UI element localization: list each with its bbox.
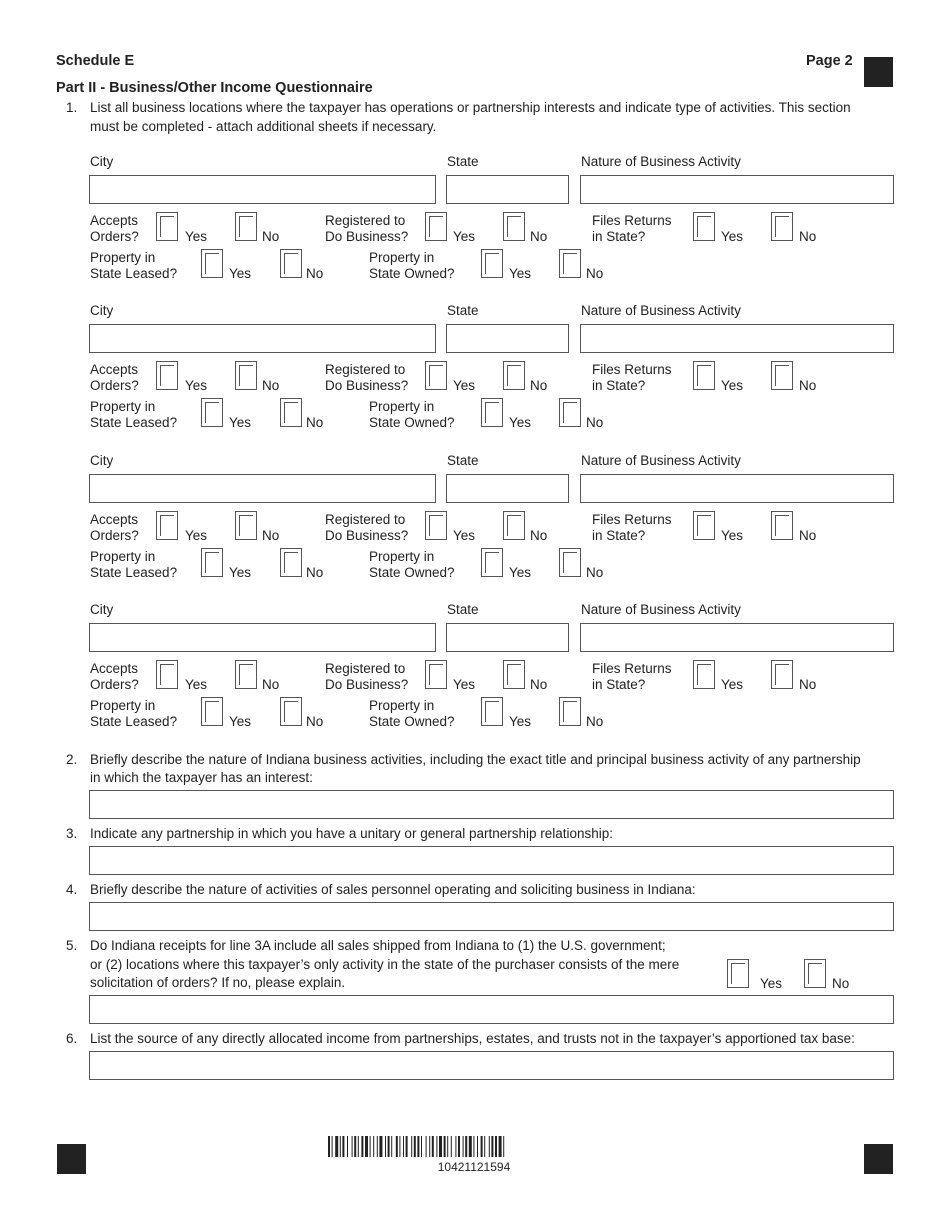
location-4-owned-yes-label: Yes: [509, 714, 532, 729]
location-4-files-yes-label: Yes: [721, 677, 744, 692]
location-2-owned-no-checkbox[interactable]: [559, 398, 581, 427]
location-3-registered-no-checkbox[interactable]: [503, 511, 525, 540]
location-4-leased-no-checkbox[interactable]: [280, 697, 302, 726]
location-2-nature-label: Nature of Business Activity: [581, 303, 741, 318]
location-1-registered-no-label: No: [530, 229, 548, 244]
page-number: Page 2: [806, 53, 853, 69]
location-4-files-no-label: No: [799, 677, 817, 692]
location-1-files-no-checkbox[interactable]: [771, 212, 793, 241]
location-2-state-label: State: [447, 303, 479, 318]
location-3-leased-no-checkbox[interactable]: [280, 548, 302, 577]
location-1-owned-label-1: Property in: [369, 250, 435, 265]
location-3-owned-yes-checkbox[interactable]: [481, 548, 503, 577]
location-4-accepts-label-2: Orders?: [90, 677, 139, 692]
location-2-files-label-2: in State?: [592, 378, 646, 393]
location-2-accepts-label-1: Accepts: [90, 362, 139, 377]
location-1-state-label: State: [447, 154, 479, 169]
location-1-registered-no-checkbox[interactable]: [503, 212, 525, 241]
location-2-files-label-1: Files Returns: [592, 362, 672, 377]
location-4-city-label: City: [90, 602, 114, 617]
location-2-registered-no-checkbox[interactable]: [503, 361, 525, 390]
location-4-files-no-checkbox[interactable]: [771, 660, 793, 689]
location-3-owned-label-2: State Owned?: [369, 565, 455, 580]
location-1-files-yes-checkbox[interactable]: [693, 212, 715, 241]
location-3-accepts-label-1: Accepts: [90, 512, 139, 527]
location-2-accepts-no-checkbox[interactable]: [235, 361, 257, 390]
q1-text-line2: must be completed - attach additional sheets if necessary.: [90, 119, 437, 134]
location-2-owned-yes-label: Yes: [509, 415, 532, 430]
location-1-files-label-2: in State?: [592, 229, 646, 244]
schedule-title: Schedule E: [56, 53, 135, 69]
location-2-city-field[interactable]: [89, 324, 436, 353]
location-1-nature-field[interactable]: [580, 175, 894, 204]
q1-number: 1.: [66, 100, 78, 115]
location-4-leased-yes-checkbox[interactable]: [201, 697, 223, 726]
location-1-leased-no-label: No: [306, 266, 324, 281]
location-1-leased-label-1: Property in: [90, 250, 156, 265]
q6-text: List the source of any directly allocated income from partnerships, estates, and trusts not in the taxpayer’s apportioned tax base:: [90, 1031, 855, 1046]
location-3-registered-yes-label: Yes: [453, 528, 476, 543]
q5-yes-label: Yes: [760, 976, 783, 991]
location-3-registered-label-1: Registered to: [325, 512, 406, 527]
q4-text: Briefly describe the nature of activities of sales personnel operating and soliciting business in Indiana:: [90, 882, 696, 897]
q5-text-line2: or (2) locations where this taxpayer’s only activity in the state of the purchaser consists of the mere: [90, 957, 680, 972]
location-3-files-yes-checkbox[interactable]: [693, 511, 715, 540]
location-2-leased-label-2: State Leased?: [90, 415, 178, 430]
location-3-owned-no-checkbox[interactable]: [559, 548, 581, 577]
location-4-owned-label-1: Property in: [369, 698, 435, 713]
location-2-owned-no-label: No: [586, 415, 604, 430]
location-4-registered-label-2: Do Business?: [325, 677, 409, 692]
location-2-registered-no-label: No: [530, 378, 548, 393]
registration-mark-top-right: [864, 57, 893, 87]
location-4-registered-label-1: Registered to: [325, 661, 406, 676]
location-2-owned-yes-checkbox[interactable]: [481, 398, 503, 427]
q3-text: Indicate any partnership in which you have a unitary or general partnership relationship:: [90, 826, 614, 841]
location-3-owned-label-1: Property in: [369, 549, 435, 564]
q2-text-line2: in which the taxpayer has an interest:: [90, 770, 313, 785]
location-3-leased-no-label: No: [306, 565, 324, 580]
location-4-owned-yes-checkbox[interactable]: [481, 697, 503, 726]
location-1-owned-no-label: No: [586, 266, 604, 281]
location-4-registered-no-label: No: [530, 677, 548, 692]
location-1-nature-label: Nature of Business Activity: [581, 154, 741, 169]
location-1-accepts-yes-checkbox[interactable]: [156, 212, 178, 241]
location-1-accepts-label-1: Accepts: [90, 213, 139, 228]
location-4-city-field[interactable]: [89, 623, 436, 652]
location-4-owned-no-checkbox[interactable]: [559, 697, 581, 726]
registration-mark-bottom-right: [864, 1144, 893, 1174]
location-4-leased-label-1: Property in: [90, 698, 156, 713]
location-2-leased-yes-checkbox[interactable]: [201, 398, 223, 427]
location-1-accepts-label-2: Orders?: [90, 229, 139, 244]
location-1-owned-label-2: State Owned?: [369, 266, 455, 281]
location-2-registered-label-1: Registered to: [325, 362, 406, 377]
location-4-registered-no-checkbox[interactable]: [503, 660, 525, 689]
location-3-leased-yes-label: Yes: [229, 565, 252, 580]
location-1-files-yes-label: Yes: [721, 229, 744, 244]
location-2-city-label: City: [90, 303, 114, 318]
location-4-accepts-no-checkbox[interactable]: [235, 660, 257, 689]
location-1-owned-no-checkbox[interactable]: [559, 249, 581, 278]
location-4-accepts-label-1: Accepts: [90, 661, 139, 676]
location-1-registered-yes-checkbox[interactable]: [425, 212, 447, 241]
location-1-leased-yes-label: Yes: [229, 266, 252, 281]
location-3-files-yes-label: Yes: [721, 528, 744, 543]
location-1-accepts-no-checkbox[interactable]: [235, 212, 257, 241]
location-1-registered-label-2: Do Business?: [325, 229, 409, 244]
q4-number: 4.: [66, 882, 78, 897]
location-2-registered-yes-checkbox[interactable]: [425, 361, 447, 390]
location-4-registered-yes-label: Yes: [453, 677, 476, 692]
q5-number: 5.: [66, 938, 78, 953]
location-2-accepts-yes-label: Yes: [185, 378, 208, 393]
location-3-state-field[interactable]: [446, 474, 569, 503]
q3-number: 3.: [66, 826, 78, 841]
location-4-files-label-1: Files Returns: [592, 661, 672, 676]
location-3-accepts-label-2: Orders?: [90, 528, 139, 543]
location-2-registered-yes-label: Yes: [453, 378, 476, 393]
location-4-files-label-2: in State?: [592, 677, 646, 692]
location-3-owned-no-label: No: [586, 565, 604, 580]
location-4-state-label: State: [447, 602, 479, 617]
location-2-leased-label-1: Property in: [90, 399, 156, 414]
location-4-leased-yes-label: Yes: [229, 714, 252, 729]
location-2-files-no-label: No: [799, 378, 817, 393]
q5-explain-field[interactable]: [89, 995, 894, 1024]
q1-text-line1: List all business locations where the taxpayer has operations or partnership interests and indicate type of activities. This section: [90, 100, 851, 115]
location-1-owned-yes-checkbox[interactable]: [481, 249, 503, 278]
location-1-files-label-1: Files Returns: [592, 213, 672, 228]
q6-answer-field[interactable]: [89, 1051, 894, 1080]
q2-text-line1: Briefly describe the nature of Indiana business activities, including the exact title and principal business activity of any partnership: [90, 752, 861, 767]
location-3-registered-no-label: No: [530, 528, 548, 543]
q5-yes-checkbox[interactable]: [727, 959, 749, 988]
part-title: Part II - Business/Other Income Questionnaire: [56, 80, 373, 96]
location-2-registered-label-2: Do Business?: [325, 378, 409, 393]
q2-answer-field[interactable]: [89, 790, 894, 819]
location-3-leased-yes-checkbox[interactable]: [201, 548, 223, 577]
location-1-accepts-no-label: No: [262, 229, 280, 244]
location-2-accepts-yes-checkbox[interactable]: [156, 361, 178, 390]
location-2-files-no-checkbox[interactable]: [771, 361, 793, 390]
q5-no-label: No: [832, 976, 850, 991]
location-3-registered-yes-checkbox[interactable]: [425, 511, 447, 540]
q4-answer-field[interactable]: [89, 902, 894, 931]
location-3-leased-label-1: Property in: [90, 549, 156, 564]
location-2-leased-no-label: No: [306, 415, 324, 430]
location-3-files-label-1: Files Returns: [592, 512, 672, 527]
q3-answer-field[interactable]: [89, 846, 894, 875]
location-1-registered-yes-label: Yes: [453, 229, 476, 244]
barcode-number: 10421121594: [437, 1160, 511, 1174]
location-2-owned-label-1: Property in: [369, 399, 435, 414]
location-1-owned-yes-label: Yes: [509, 266, 532, 281]
location-3-nature-field[interactable]: [580, 474, 894, 503]
location-3-city-label: City: [90, 453, 114, 468]
q5-text-line3: solicitation of orders? If no, please explain.: [90, 975, 346, 990]
location-4-nature-field[interactable]: [580, 623, 894, 652]
location-4-nature-label: Nature of Business Activity: [581, 602, 741, 617]
registration-mark-bottom-left: [57, 1144, 86, 1174]
q5-text-line1: Do Indiana receipts for line 3A include all sales shipped from Indiana to (1) the U.S. government;: [90, 938, 666, 953]
location-4-registered-yes-checkbox[interactable]: [425, 660, 447, 689]
location-4-files-yes-checkbox[interactable]: [693, 660, 715, 689]
location-4-leased-no-label: No: [306, 714, 324, 729]
location-3-registered-label-2: Do Business?: [325, 528, 409, 543]
location-4-owned-label-2: State Owned?: [369, 714, 455, 729]
location-3-nature-label: Nature of Business Activity: [581, 453, 741, 468]
location-4-accepts-yes-label: Yes: [185, 677, 208, 692]
location-2-state-field[interactable]: [446, 324, 569, 353]
location-3-accepts-yes-label: Yes: [185, 528, 208, 543]
q2-number: 2.: [66, 752, 78, 767]
location-1-city-label: City: [90, 154, 114, 169]
location-3-state-label: State: [447, 453, 479, 468]
location-3-accepts-no-checkbox[interactable]: [235, 511, 257, 540]
location-1-state-field[interactable]: [446, 175, 569, 204]
q5-no-checkbox[interactable]: [804, 959, 826, 988]
location-3-leased-label-2: State Leased?: [90, 565, 178, 580]
location-1-leased-no-checkbox[interactable]: [280, 249, 302, 278]
location-3-owned-yes-label: Yes: [509, 565, 532, 580]
location-1-leased-label-2: State Leased?: [90, 266, 178, 281]
location-1-accepts-yes-label: Yes: [185, 229, 208, 244]
location-4-accepts-no-label: No: [262, 677, 280, 692]
location-2-files-yes-checkbox[interactable]: [693, 361, 715, 390]
location-4-state-field[interactable]: [446, 623, 569, 652]
location-3-city-field[interactable]: [89, 474, 436, 503]
location-2-leased-yes-label: Yes: [229, 415, 252, 430]
location-3-accepts-no-label: No: [262, 528, 280, 543]
location-1-files-no-label: No: [799, 229, 817, 244]
location-1-registered-label-1: Registered to: [325, 213, 406, 228]
location-3-files-no-checkbox[interactable]: [771, 511, 793, 540]
location-2-owned-label-2: State Owned?: [369, 415, 455, 430]
location-4-leased-label-2: State Leased?: [90, 714, 178, 729]
location-2-leased-no-checkbox[interactable]: [280, 398, 302, 427]
barcode-icon: [328, 1136, 620, 1157]
q6-number: 6.: [66, 1031, 78, 1046]
location-4-accepts-yes-checkbox[interactable]: [156, 660, 178, 689]
location-2-nature-field[interactable]: [580, 324, 894, 353]
location-2-files-yes-label: Yes: [721, 378, 744, 393]
location-1-city-field[interactable]: [89, 175, 436, 204]
location-2-accepts-no-label: No: [262, 378, 280, 393]
location-2-accepts-label-2: Orders?: [90, 378, 139, 393]
location-4-owned-no-label: No: [586, 714, 604, 729]
location-3-files-label-2: in State?: [592, 528, 646, 543]
location-1-leased-yes-checkbox[interactable]: [201, 249, 223, 278]
location-3-accepts-yes-checkbox[interactable]: [156, 511, 178, 540]
location-3-files-no-label: No: [799, 528, 817, 543]
